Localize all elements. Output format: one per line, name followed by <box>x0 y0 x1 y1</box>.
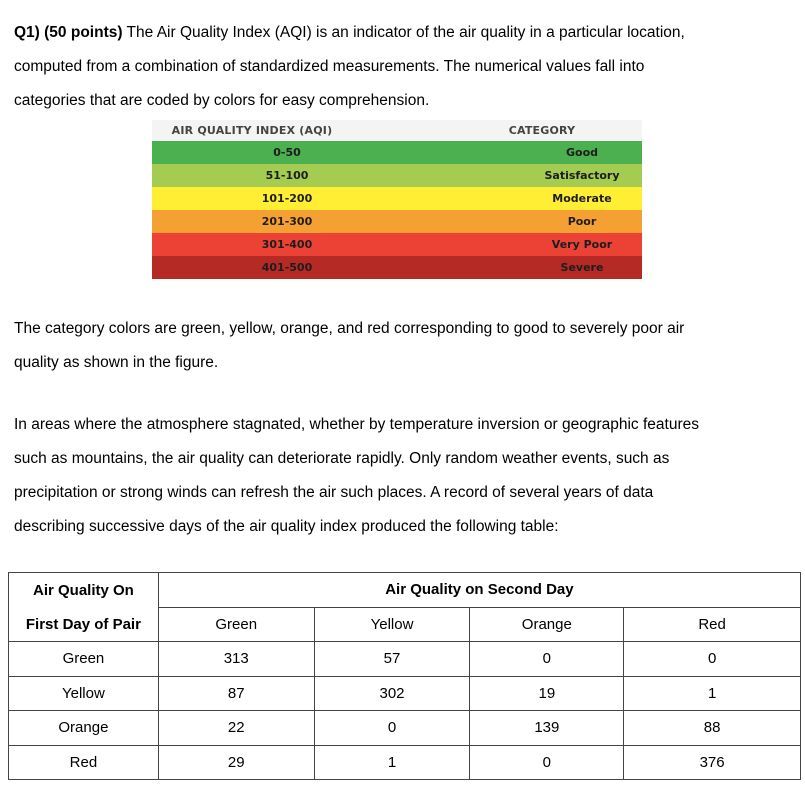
aqi-legend-row <box>152 187 642 210</box>
table-cell: 313 <box>158 642 314 677</box>
row-label: Orange <box>9 711 159 746</box>
col-header-green: Green <box>158 607 314 642</box>
aqi-category: Satisfactory <box>544 169 620 182</box>
table-cell: 302 <box>314 676 470 711</box>
table-row <box>9 642 801 677</box>
table-cell: 88 <box>624 711 801 746</box>
intro-line-1: Q1) (50 points) The Air Quality Index (AQI) is an indicator of the air quality in a particular location, <box>14 24 685 41</box>
aqi-legend-row <box>152 256 642 279</box>
table-cell: 139 <box>470 711 624 746</box>
aqi-header-category: CATEGORY <box>508 124 576 137</box>
table-header-row-1 <box>9 573 801 608</box>
paragraph-stagnation <box>14 408 794 544</box>
aqi-range: 51-100 <box>265 169 309 182</box>
paragraph-colors-line-1: The category colors are green, yellow, orange, and red corresponding to good to severely poor air <box>14 320 685 337</box>
aqi-legend-header <box>152 120 642 141</box>
aqi-legend-row <box>152 233 642 256</box>
table-cell: 0 <box>470 745 624 780</box>
table-row <box>9 745 801 780</box>
aqi-header-index: AIR QUALITY INDEX (AQI) <box>171 124 333 137</box>
table-header-row-2 <box>9 607 801 642</box>
row-label: Green <box>9 642 159 677</box>
col-group-header: Air Quality on Second Day <box>158 573 800 608</box>
col-header-red: Red <box>624 607 801 642</box>
aqi-range: 301-400 <box>261 238 313 251</box>
aqi-category: Poor <box>567 215 597 228</box>
col-header-orange: Orange <box>470 607 624 642</box>
table-cell: 1 <box>624 676 801 711</box>
aqi-category: Moderate <box>552 192 612 205</box>
paragraph-stagnation-line-1: In areas where the atmosphere stagnated, whether by temperature inversion or geographic features <box>14 416 699 433</box>
row-header-line-1: Air Quality On <box>9 573 159 608</box>
table-cell: 57 <box>314 642 470 677</box>
paragraph-stagnation-line-3: precipitation or strong winds can refresh the air such places. A record of several years of data <box>14 484 654 501</box>
paragraph-stagnation-line-4: describing successive days of the air quality index produced the following table: <box>14 518 559 535</box>
aqi-legend-row <box>152 210 642 233</box>
question-label: Q1) (50 points) <box>14 24 123 41</box>
row-header-line-2: First Day of Pair <box>9 607 159 642</box>
aqi-legend-row <box>152 164 642 187</box>
table-cell: 19 <box>470 676 624 711</box>
aqi-category: Very Poor <box>551 238 613 251</box>
paragraph-colors <box>14 312 794 380</box>
table-cell: 0 <box>470 642 624 677</box>
paragraph-stagnation-line-2: such as mountains, the air quality can deteriorate rapidly. Only random weather events, such as <box>14 450 670 467</box>
aqi-legend-row <box>152 141 642 164</box>
row-label: Red <box>9 745 159 780</box>
aqi-range: 101-200 <box>261 192 313 205</box>
table-row <box>9 711 801 746</box>
table-cell: 1 <box>314 745 470 780</box>
table-cell: 0 <box>314 711 470 746</box>
transition-table <box>8 572 801 780</box>
table-cell: 0 <box>624 642 801 677</box>
aqi-range: 0-50 <box>273 146 301 159</box>
aqi-range: 201-300 <box>261 215 313 228</box>
aqi-category: Severe <box>560 261 604 274</box>
aqi-range: 401-500 <box>261 261 313 274</box>
row-label: Yellow <box>9 676 159 711</box>
table-cell: 22 <box>158 711 314 746</box>
intro-line-3: categories that are coded by colors for easy comprehension. <box>14 92 430 109</box>
table-cell: 29 <box>158 745 314 780</box>
col-header-yellow: Yellow <box>314 607 470 642</box>
aqi-legend-figure <box>152 120 642 285</box>
table-cell: 87 <box>158 676 314 711</box>
table-row <box>9 676 801 711</box>
intro-line-2: computed from a combination of standardized measurements. The numerical values fall into <box>14 58 645 75</box>
question-intro <box>14 16 794 118</box>
paragraph-colors-line-2: quality as shown in the figure. <box>14 354 219 371</box>
table-cell: 376 <box>624 745 801 780</box>
aqi-category: Good <box>565 146 599 159</box>
